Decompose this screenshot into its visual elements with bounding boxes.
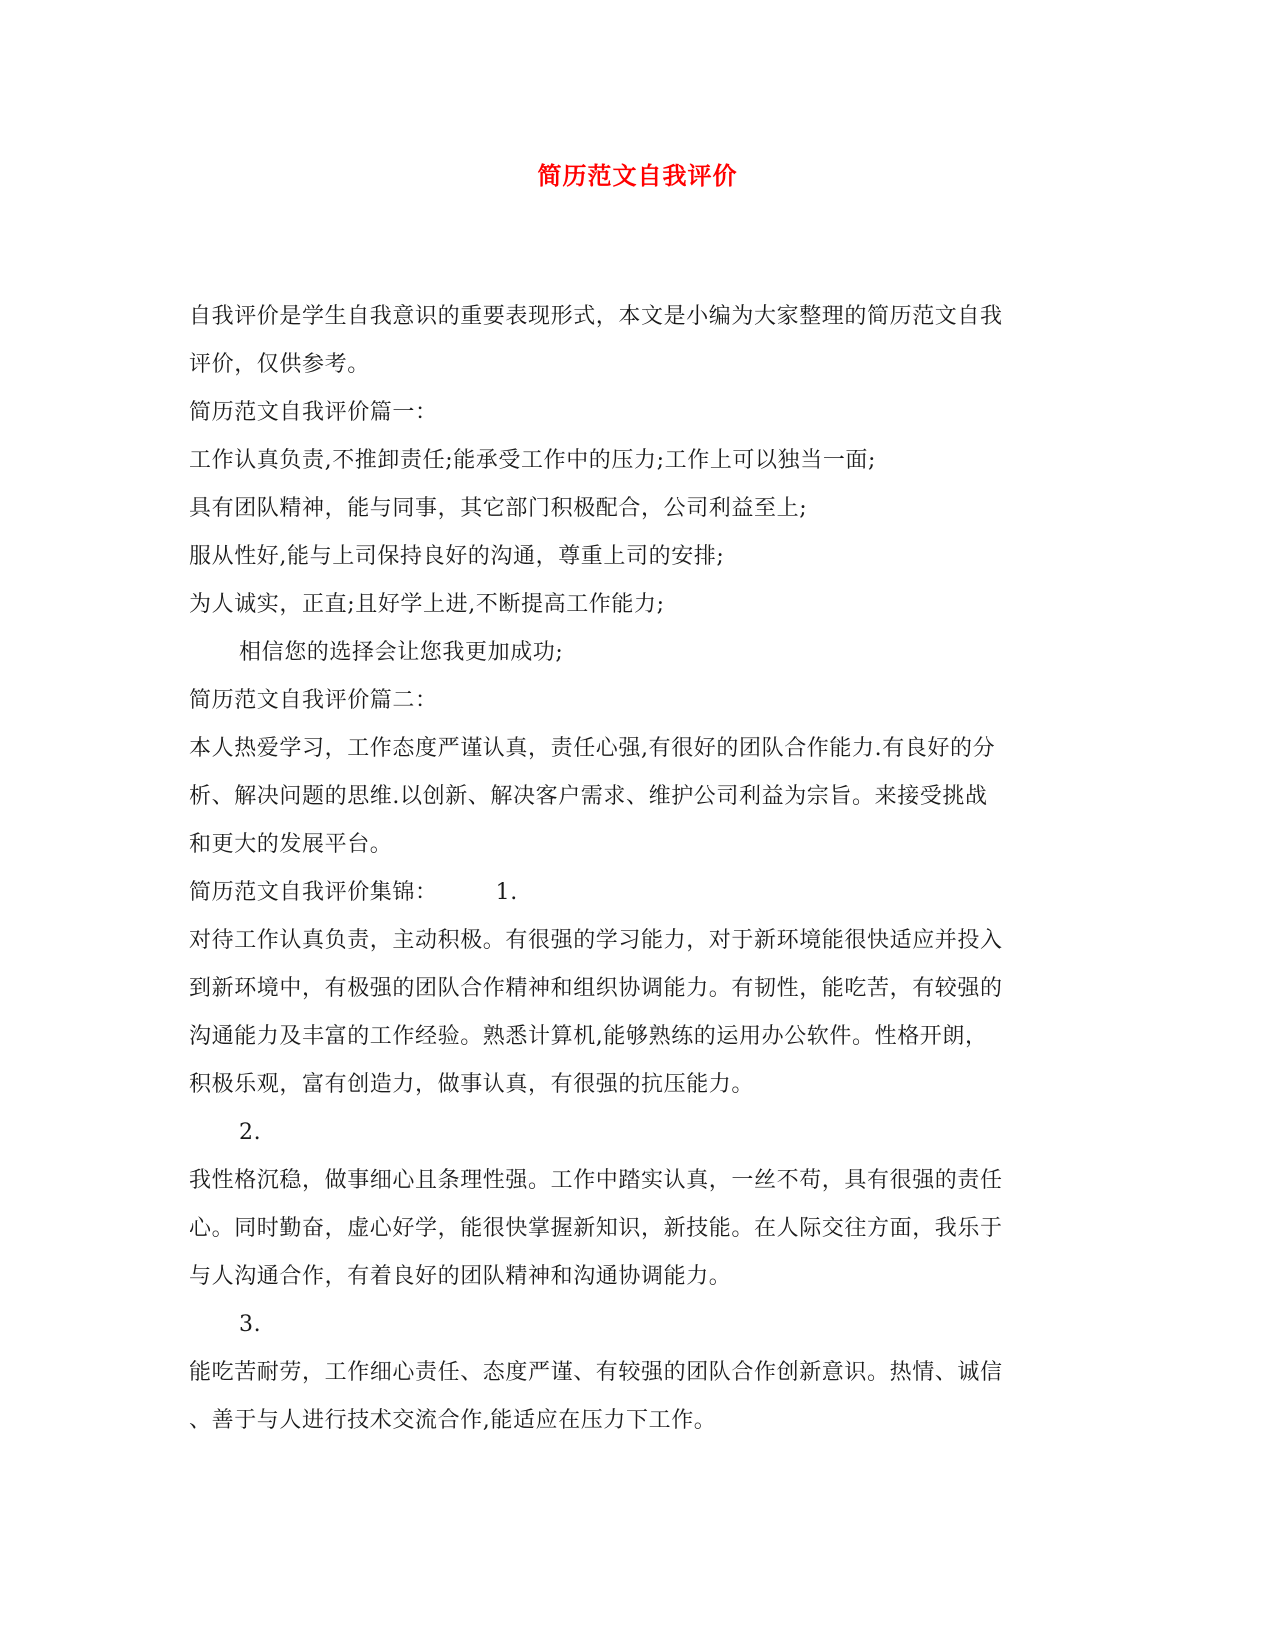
document-title: 简历范文自我评价 [537,161,738,190]
list-number: 1. [495,880,518,905]
paragraph-line: 积极乐观，富有创造力，做事认真，有很强的抗压能力。 [189,1072,755,1097]
section-heading: 简历范文自我评价篇二： [189,688,438,713]
paragraph-line: 我性格沉稳，做事细心且条理性强。工作中踏实认真，一丝不苟，具有很强的责任 [189,1168,1003,1193]
paragraph-line: 与人沟通合作，有着良好的团队精神和沟通协调能力。 [189,1264,732,1289]
paragraph-line: 心。同时勤奋，虚心好学，能很快掌握新知识，新技能。在人际交往方面，我乐于 [189,1216,1003,1241]
paragraph-line: 本人热爱学习，工作态度严谨认真，责任心强,有很好的团队合作能力.有良好的分 [189,736,996,761]
paragraph-line: 和更大的发展平台。 [189,832,393,857]
paragraph-line: 为人诚实，正直;且好学上进,不断提高工作能力; [189,592,665,617]
section-heading: 简历范文自我评价篇一： [189,400,438,425]
paragraph-line: 沟通能力及丰富的工作经验。熟悉计算机,能够熟练的运用办公软件。性格开朗， [189,1024,988,1049]
paragraph-line: 具有团队精神，能与同事，其它部门积极配合，公司利益至上; [189,496,808,521]
document-body [189,293,1089,1445]
paragraph-line: 能吃苦耐劳，工作细心责任、态度严谨、有较强的团队合作创新意识。热情、诚信 [189,1360,1003,1385]
paragraph-line: 相信您的选择会让您我更加成功; [239,640,564,665]
paragraph-line: 对待工作认真负责，主动积极。有很强的学习能力，对于新环境能很快适应并投入 [189,928,1003,953]
list-number: 2. [239,1120,262,1145]
paragraph-line: 析、解决问题的思维.以创新、解决客户需求、维护公司利益为宗旨。来接受挑战 [189,784,988,809]
paragraph-line: 工作认真负责,不推卸责任;能承受工作中的压力;工作上可以独当一面; [189,448,877,473]
paragraph-line: 、善于与人进行技术交流合作,能适应在压力下工作。 [189,1408,717,1433]
section-heading: 简历范文自我评价集锦： [189,880,438,905]
paragraph-line: 到新环境中，有极强的团队合作精神和组织协调能力。有韧性，能吃苦，有较强的 [189,976,1003,1001]
section-heading-row [189,869,1089,917]
paragraph-line: 服从性好,能与上司保持良好的沟通，尊重上司的安排; [189,544,725,569]
paragraph-line: 自我评价是学生自我意识的重要表现形式，本文是小编为大家整理的简历范文自我 [189,304,1003,329]
paragraph-line: 评价，仅供参考。 [189,352,370,377]
list-number: 3. [239,1312,262,1337]
